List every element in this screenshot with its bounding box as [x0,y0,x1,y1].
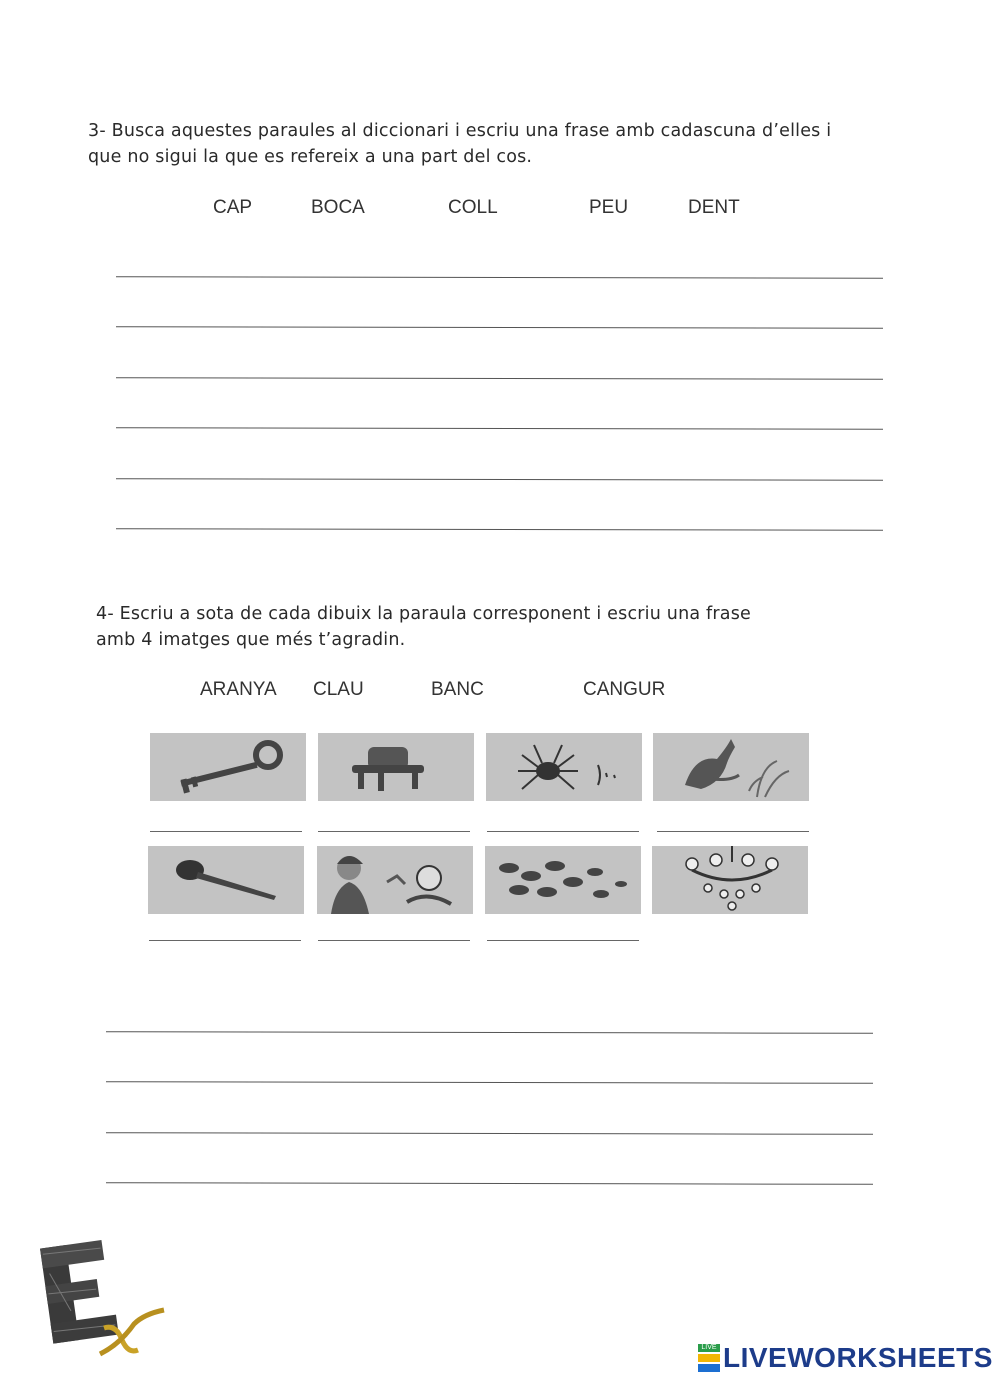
writing-line-1[interactable] [116,276,883,279]
sentence-line-1[interactable] [106,1031,873,1034]
live-badge-icon [698,1344,720,1372]
writing-line-2[interactable] [116,326,883,329]
exercise4-instruction-line2: amb 4 imatges que més t’agradin. [96,630,406,650]
answer-line-spider[interactable] [487,831,639,832]
word-cangur: CANGUR [583,679,666,700]
liveworksheets-text: LIVEWORKSHEETS [723,1342,993,1373]
children-icon [317,846,473,914]
answer-line-fish[interactable] [487,940,639,941]
exercise3-instruction-line1: 3- Busca aquestes paraules al diccionari i escriu una frase amb cadascuna d’elles i [88,121,832,141]
word-coll: COLL [448,197,498,218]
writing-line-3[interactable] [116,377,883,380]
ex-logo-icon [30,1228,180,1363]
live-badge-text: LIVE [698,1344,720,1352]
bench-icon [318,733,474,801]
answer-line-bench[interactable] [318,831,470,832]
exercise3-instruction [88,118,831,170]
fish-icon [485,846,641,914]
answer-line-nail[interactable] [149,940,301,941]
exercise3-instruction-line2: que no sigui la que es refereix a una part del cos. [88,147,533,167]
sentence-line-4[interactable] [106,1182,873,1185]
writing-line-5[interactable] [116,478,883,481]
word-cap: CAP [213,197,253,218]
nail-icon [148,846,304,914]
spider-icon [486,733,642,801]
answer-line-key[interactable] [150,831,302,832]
exercise4-instruction-line1: 4- Escriu a sota de cada dibuix la paraula corresponent i escriu una frase [96,604,752,624]
writing-line-4[interactable] [116,427,883,430]
key-icon [150,733,306,801]
answer-line-kangaroo[interactable] [657,831,809,832]
word-clau: CLAU [313,679,364,700]
word-banc: BANC [431,679,484,700]
sentence-line-2[interactable] [106,1081,873,1084]
writing-line-6[interactable] [116,528,883,531]
sentence-line-3[interactable] [106,1132,873,1135]
liveworksheets-logo[interactable] [698,1342,993,1374]
kangaroo-icon [653,733,809,801]
exercise4-instruction [96,601,751,653]
word-boca: BOCA [311,197,365,218]
answer-line-children[interactable] [318,940,470,941]
chandelier-icon [652,846,808,914]
word-aranya: ARANYA [200,679,277,700]
word-dent: DENT [688,197,740,218]
word-peu: PEU [589,197,629,218]
